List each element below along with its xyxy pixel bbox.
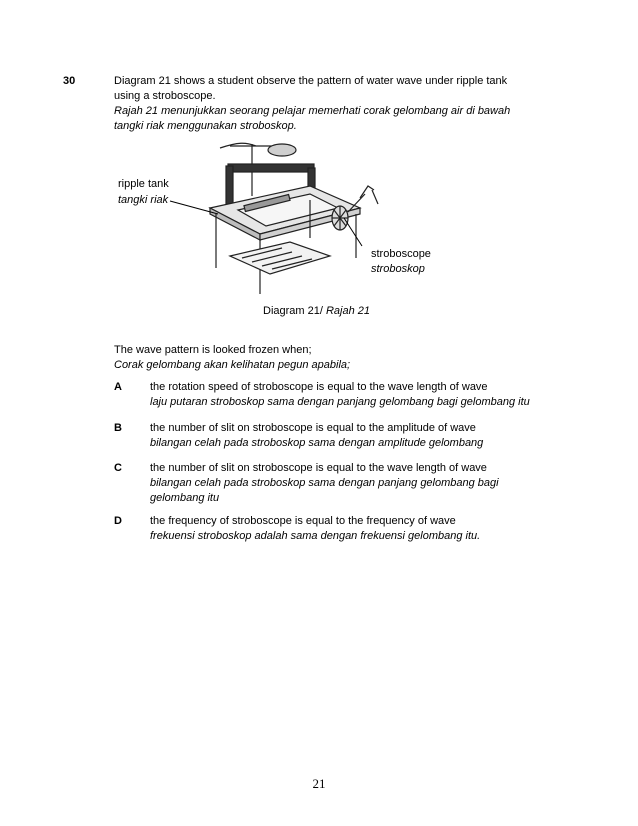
label-stroboscope-ms: stroboskop	[371, 263, 425, 275]
option-c-ms: bilangan celah pada stroboskop sama dengan panjang gelombang bagi	[150, 477, 499, 489]
option-b-ms: bilangan celah pada stroboskop sama dengan amplitude gelombang	[150, 437, 484, 449]
option-a-letter: A	[114, 381, 122, 393]
question-stem-en-cont: using a stroboscope.	[114, 90, 216, 102]
option-a-en: the rotation speed of stroboscope is equal to the wave length of wave	[150, 381, 488, 393]
diagram-caption-en: Diagram 21/	[263, 305, 323, 317]
page-number: 21	[312, 776, 326, 791]
option-c-ms-cont: gelombang itu	[150, 492, 220, 504]
diagram-caption	[263, 303, 370, 319]
question-stem-en: Diagram 21 shows a student observe the pattern of water wave under ripple tank	[114, 75, 508, 87]
label-ripple-tank-ms: tangki riak	[118, 194, 169, 206]
option-a-ms: laju putaran stroboskop sama dengan panjang gelombang bagi gelombang itu	[150, 396, 530, 408]
question-stem-ms-cont: tangki riak menggunakan stroboskop.	[114, 120, 297, 132]
prompt-ms: Corak gelombang akan kelihatan pegun apabila;	[114, 359, 351, 371]
option-b-en: the number of slit on stroboscope is equal to the amplitude of wave	[150, 422, 476, 434]
option-b-letter: B	[114, 422, 122, 434]
option-c-en: the number of slit on stroboscope is equal to the wave length of wave	[150, 462, 487, 474]
option-d-en: the frequency of stroboscope is equal to the frequency of wave	[150, 515, 456, 527]
option-d-ms: frekuensi stroboskop adalah sama dengan frekuensi gelombang itu.	[150, 530, 481, 542]
label-stroboscope-en: stroboscope	[371, 248, 431, 260]
prompt-en: The wave pattern is looked frozen when;	[114, 344, 312, 356]
question-stem-ms: Rajah 21 menunjukkan seorang pelajar memerhati corak gelombang air di bawah	[114, 105, 511, 117]
label-ripple-tank-en: ripple tank	[118, 178, 169, 190]
option-c-letter: C	[114, 462, 122, 474]
diagram-caption-ms: Rajah 21	[325, 305, 371, 317]
option-d-letter: D	[114, 515, 122, 527]
question-number: 30	[63, 75, 76, 87]
